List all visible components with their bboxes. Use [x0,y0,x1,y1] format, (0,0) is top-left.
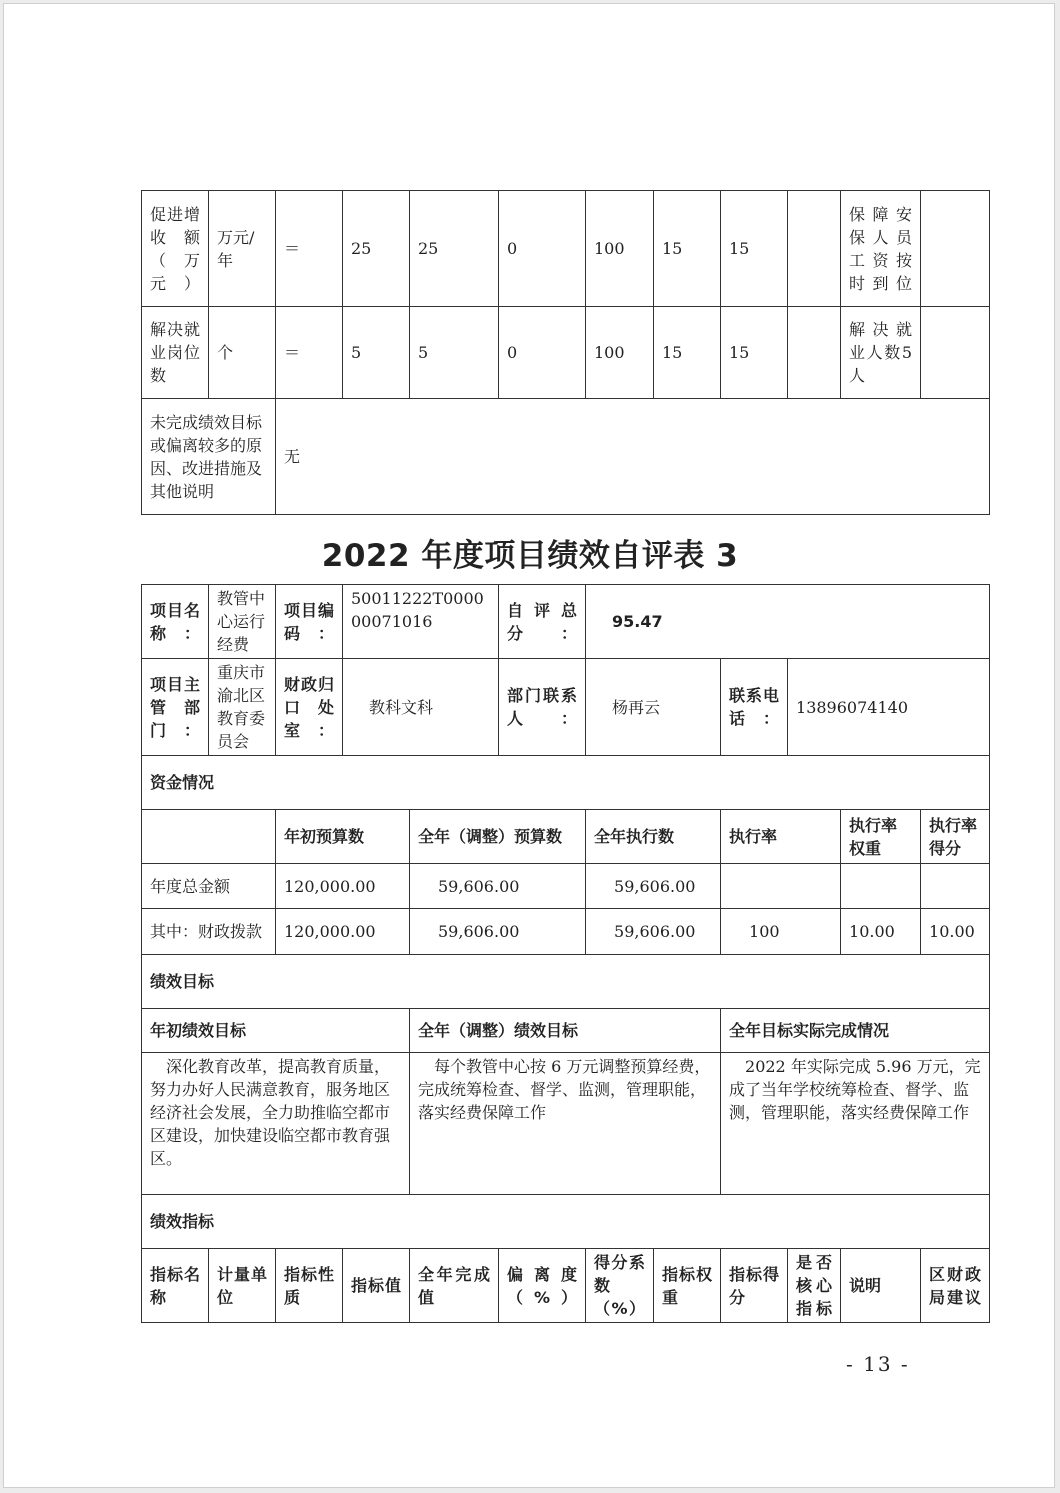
indicator-nature: ＝ [276,307,343,399]
table-row [142,864,990,909]
indicator-score: 15 [721,191,788,307]
ind-header-nature: 指标性质 [276,1249,343,1323]
phone-label: 联系电话： [721,659,788,756]
indicators-section-title: 绩效指标 [142,1195,990,1249]
total-score: 95.47 [586,585,990,659]
phone-value: 13896074140 [788,659,990,756]
funds-header-executed: 全年执行数 [586,810,721,864]
ind-header-name: 指标名称 [142,1249,209,1323]
indicator-unit: 个 [209,307,276,399]
table-row [142,756,990,810]
indicator-score: 15 [721,307,788,399]
indicator-coef: 100 [586,307,654,399]
project-name: 教管中心运行经费 [209,585,276,659]
self-evaluation-table [141,584,990,1323]
contact-label: 部门联系人： [499,659,586,756]
project-code-label: 项目编码： [276,585,343,659]
finance-value: 教科文科 [343,659,499,756]
ind-header-advice: 区财政局建议 [921,1249,990,1323]
table-row [142,1249,990,1323]
indicator-actual: 5 [410,307,499,399]
funds-header-weight: 执行率权重 [841,810,921,864]
funds-budget: 120,000.00 [276,909,410,955]
ind-header-coef: 得分系数（%） [586,1249,654,1323]
table-row [142,810,990,864]
indicator-note: 解决就业人数5人 [841,307,921,399]
indicator-core [788,191,841,307]
funds-rate [721,864,841,909]
goals-header-adjusted: 全年（调整）绩效目标 [410,1009,721,1053]
ind-header-score: 指标得分 [721,1249,788,1323]
table-row [142,659,990,756]
ind-header-value: 指标值 [343,1249,410,1323]
table-row [142,585,990,659]
funds-header-budget: 年初预算数 [276,810,410,864]
score-label: 自评总分： [499,585,586,659]
funds-weight: 10.00 [841,909,921,955]
ind-header-core: 是否核心指标 [788,1249,841,1323]
reason-label: 未完成绩效目标或偏离较多的原因、改进措施及其他说明 [142,399,276,515]
indicator-deviation: 0 [499,307,586,399]
funds-score [921,864,990,909]
indicator-weight: 15 [654,307,721,399]
funds-header-rate: 执行率 [721,810,841,864]
indicator-weight: 15 [654,191,721,307]
goals-section-title: 绩效目标 [142,955,990,1009]
table-row [142,1195,990,1249]
table-row [142,191,990,307]
funds-adjusted: 59,606.00 [410,864,586,909]
finance-label: 财政归口处室： [276,659,343,756]
table-row [142,1053,990,1195]
table-row [142,399,990,515]
contact-value: 杨再云 [586,659,721,756]
funds-header-blank [142,810,276,864]
goals-adjusted: 每个教管中心按 6 万元调整预算经费，完成统筹检查、督学、监测，管理职能，落实经费保障工作 [410,1053,721,1195]
funds-header-adjusted: 全年（调整）预算数 [410,810,586,864]
table-row [142,909,990,955]
ind-header-note: 说明 [841,1249,921,1323]
indicator-core [788,307,841,399]
goals-initial: 深化教育改革，提高教育质量，努力办好人民满意教育，服务地区经济社会发展，全力助推临空都市区建设，加快建设临空都市教育强区。 [142,1053,410,1195]
funds-header-score: 执行率得分 [921,810,990,864]
indicator-advice [921,307,990,399]
indicator-actual: 25 [410,191,499,307]
funds-budget: 120,000.00 [276,864,410,909]
table-row [142,955,990,1009]
indicator-continuation-table [141,190,990,515]
indicator-target: 25 [343,191,410,307]
table-row [142,307,990,399]
funds-adjusted: 59,606.00 [410,909,586,955]
indicator-target: 5 [343,307,410,399]
indicator-nature: ＝ [276,191,343,307]
dept-value: 重庆市渝北区教育委员会 [209,659,276,756]
ind-header-deviation: 偏离度（%） [499,1249,586,1323]
funds-executed: 59,606.00 [586,864,721,909]
funds-section-title: 资金情况 [142,756,990,810]
table-row [142,1009,990,1053]
funds-executed: 59,606.00 [586,909,721,955]
funds-row-label: 其中：财政拨款 [142,909,276,955]
page-title: 2022 年度项目绩效自评表 3 [321,538,739,574]
indicator-name: 解决就业岗位数 [142,307,209,399]
ind-header-actual: 全年完成值 [410,1249,499,1323]
funds-score: 10.00 [921,909,990,955]
project-code: 50011222T000000071016 [343,585,499,659]
goals-header-actual: 全年目标实际完成情况 [721,1009,990,1053]
indicator-coef: 100 [586,191,654,307]
reason-value: 无 [276,399,990,515]
indicator-advice [921,191,990,307]
goals-actual: 2022 年实际完成 5.96 万元，完成了当年学校统筹检查、督学、监测，管理职能，落实经费保障工作 [721,1053,990,1195]
indicator-deviation: 0 [499,191,586,307]
indicator-unit: 万元/年 [209,191,276,307]
indicator-note: 保障安保人员工资按时到位 [841,191,921,307]
indicator-name: 促进增收额（万元） [142,191,209,307]
goals-header-initial: 年初绩效目标 [142,1009,410,1053]
funds-row-label: 年度总金额 [142,864,276,909]
dept-label: 项目主管部门： [142,659,209,756]
funds-rate: 100 [721,909,841,955]
ind-header-weight: 指标权重 [654,1249,721,1323]
ind-header-unit: 计量单位 [209,1249,276,1323]
funds-weight [841,864,921,909]
project-name-label: 项目名称： [142,585,209,659]
page-number: - 13 - [846,1352,910,1376]
